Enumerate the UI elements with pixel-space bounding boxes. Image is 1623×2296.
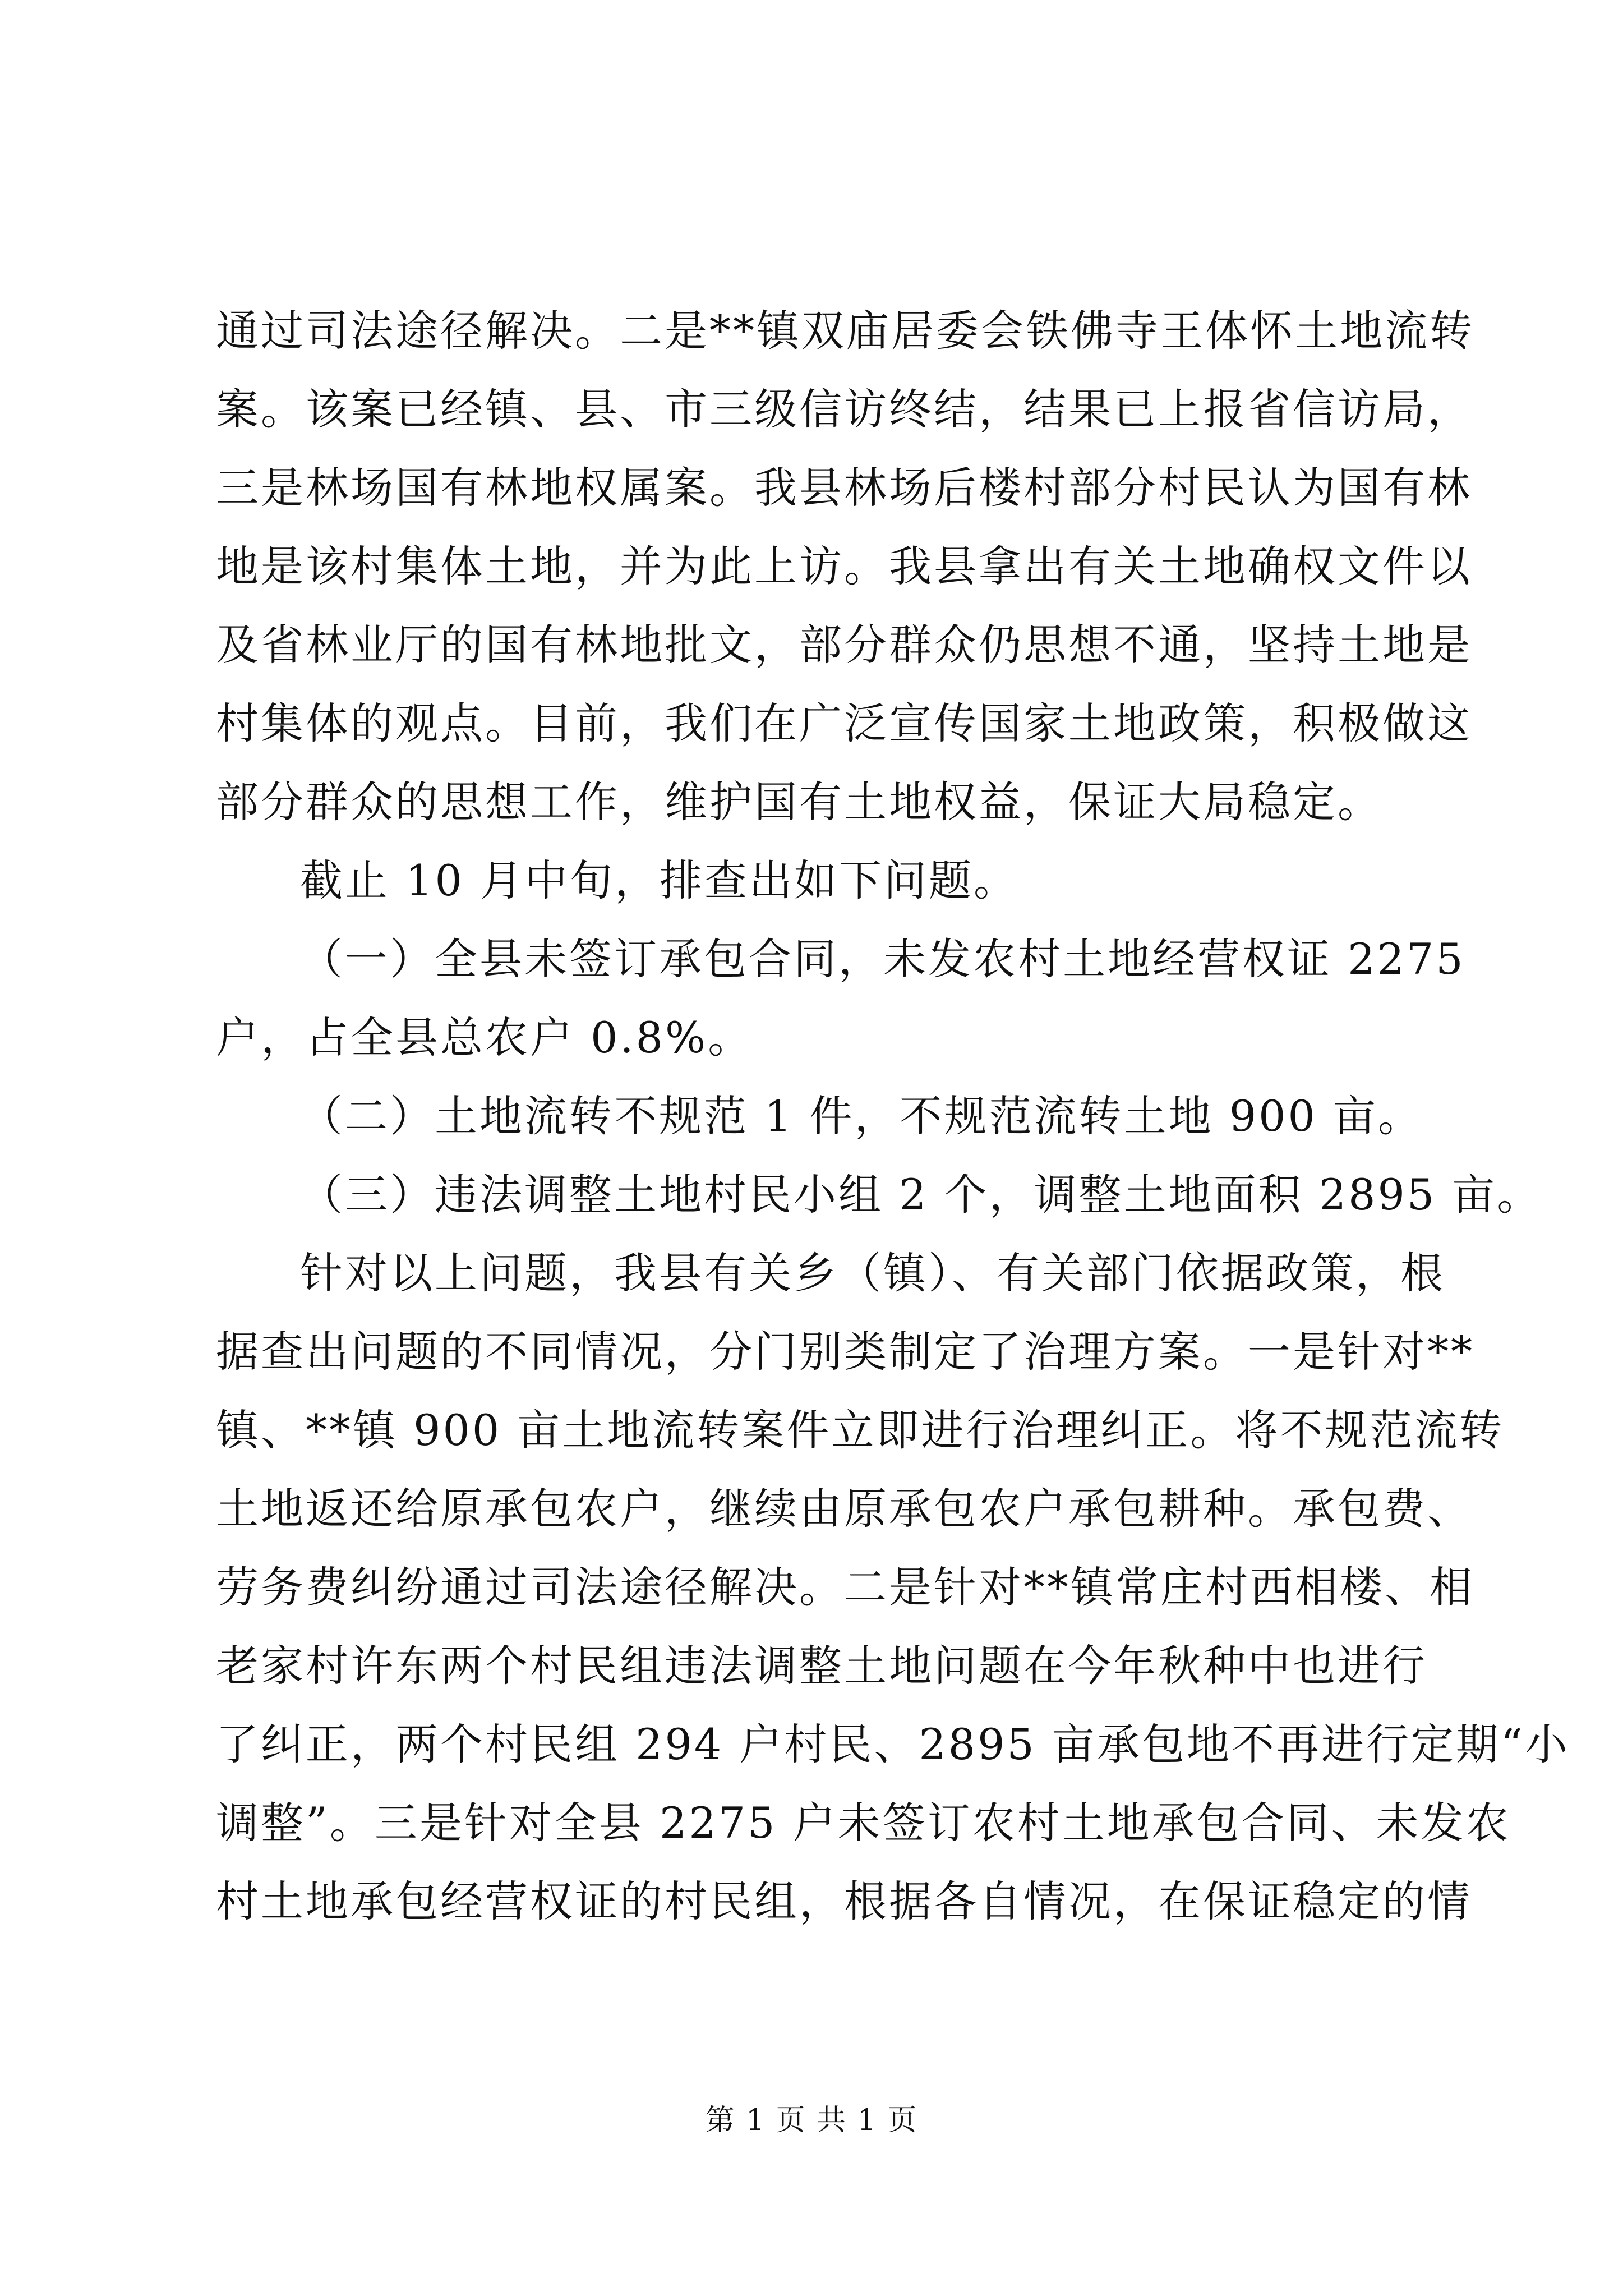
body-text-line: 通过司法途径解决。二是**镇双庙居委会铁佛寺王体怀土地流转 (216, 306, 1474, 356)
list-item-line: （一）全县未签订承包合同，未发农村土地经营权证 2275 (300, 934, 1465, 984)
list-item-line: （二）土地流转不规范 1 件，不规范流转土地 900 亩。 (300, 1091, 1423, 1141)
body-text-line: 部分群众的思想工作，维护国有土地权益，保证大局稳定。 (216, 777, 1382, 827)
body-text-line: 劳务费纠纷通过司法途径解决。二是针对**镇常庄村西相楼、相 (216, 1562, 1474, 1612)
body-text-line: 村集体的观点。目前，我们在广泛宣传国家土地政策，积极做这 (216, 698, 1472, 748)
body-text-line: 调整”。三是针对全县 2275 户未签订农村土地承包合同、未发农 (216, 1798, 1511, 1848)
body-text-line: 案。该案已经镇、县、市三级信访终结，结果已上报省信访局， (216, 384, 1472, 434)
body-text-line: 土地返还给原承包农户，继续由原承包农户承包耕种。承包费、 (216, 1484, 1472, 1534)
body-text-line: 了纠正，两个村民组 294 户村民、2895 亩承包地不再进行定期“小 (216, 1719, 1570, 1769)
page-number-footer: 第 1 页 共 1 页 (705, 2104, 918, 2137)
body-text-line: 三是林场国有林地权属案。我县林场后楼村部分村民认为国有林 (216, 463, 1472, 513)
body-text-line: 老家村许东两个村民组违法调整土地问题在今年秋种中也进行 (216, 1641, 1427, 1691)
list-item-line: 户，占全县总农户 0.8%。 (216, 1013, 753, 1062)
body-text-line: 据查出问题的不同情况，分门别类制定了治理方案。一是针对** (216, 1327, 1474, 1377)
paragraph-first-line: 截止 10 月中旬，排查出如下问题。 (300, 855, 1019, 905)
paragraph-first-line: 针对以上问题，我县有关乡（镇）、有关部门依据政策，根 (300, 1248, 1445, 1298)
body-text-line: 及省林业厅的国有林地批文，部分群众仍思想不通，坚持土地是 (216, 620, 1472, 670)
body-text-line: 地是该村集体土地，并为此上访。我县拿出有关土地确权文件以 (216, 541, 1472, 591)
list-item-line: （三）违法调整土地村民小组 2 个，调整土地面积 2895 亩。 (300, 1170, 1542, 1220)
body-text-line: 镇、**镇 900 亩土地流转案件立即进行治理纠正。将不规范流转 (216, 1405, 1505, 1455)
body-text-line: 村土地承包经营权证的村民组，根据各自情况，在保证稳定的情 (216, 1876, 1472, 1926)
